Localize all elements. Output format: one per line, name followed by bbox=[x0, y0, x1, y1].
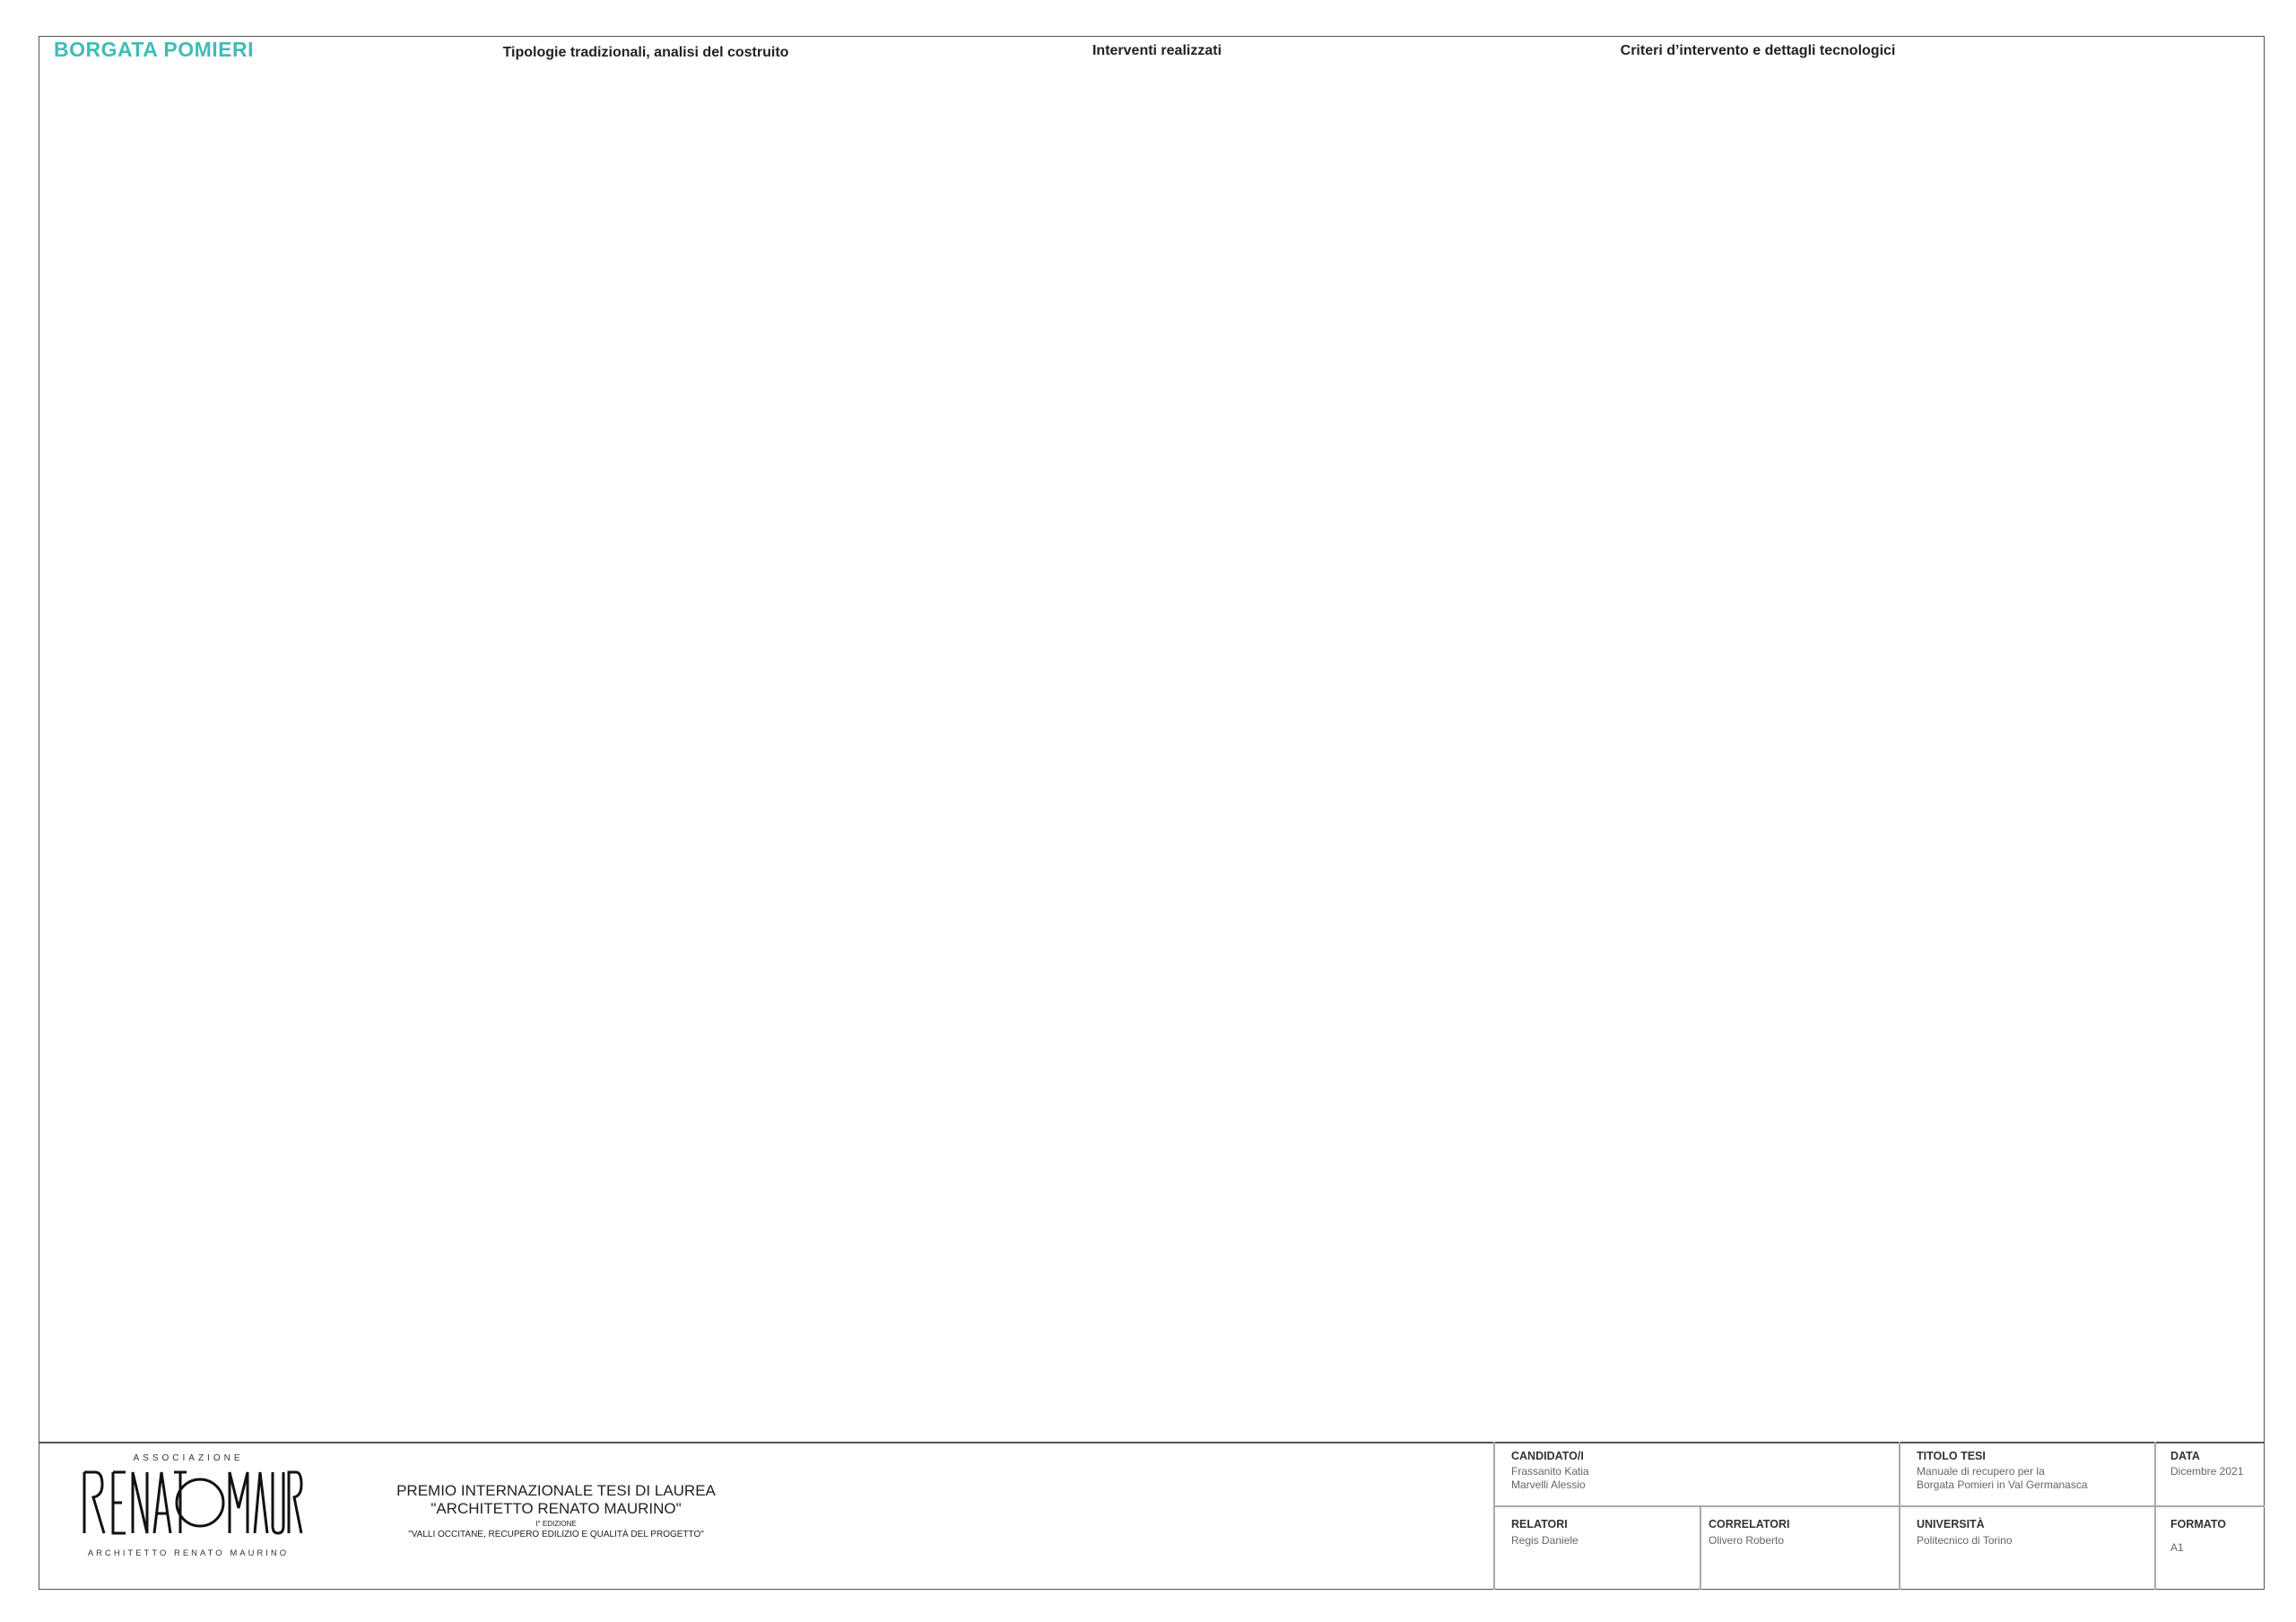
universita-label: UNIVERSITÀ bbox=[1917, 1518, 1985, 1530]
formato-value: A1 bbox=[2170, 1541, 2184, 1554]
prize-edition: I° EDIZIONE bbox=[535, 1520, 577, 1528]
data-label: DATA bbox=[2170, 1450, 2200, 1462]
candidato-1: Frassanito Katia bbox=[1511, 1465, 1589, 1478]
page-frame bbox=[39, 36, 2265, 1590]
candidato-2: Marvelli Alessio bbox=[1511, 1478, 1586, 1491]
titolo-line-1: Manuale di recupero per la bbox=[1917, 1465, 2045, 1478]
logo-subtitle: ARCHITETTO RENATO MAURINO bbox=[87, 1548, 290, 1558]
titolo-line-2: Borgata Pomieri in Val Germanasca bbox=[1917, 1478, 2088, 1491]
column-header-criteri: Criteri d’intervento e dettagli tecnologici bbox=[1620, 43, 1896, 58]
footer-divider bbox=[39, 1442, 2265, 1443]
column-header-tipologie: Tipologie tradizionali, analisi del costruito bbox=[502, 45, 789, 60]
page-title: BORGATA POMIERI bbox=[54, 38, 255, 61]
relatori-value: Regis Daniele bbox=[1511, 1534, 1578, 1547]
footer-vline bbox=[1700, 1505, 1701, 1590]
prize-block bbox=[341, 1482, 771, 1539]
titolo-label: TITOLO TESI bbox=[1917, 1450, 1986, 1462]
correlatori-label: CORRELATORI bbox=[1709, 1518, 1790, 1530]
prize-line-1: PREMIO INTERNAZIONALE TESI DI LAUREA bbox=[396, 1482, 716, 1499]
logo-mark bbox=[72, 1463, 305, 1548]
candidati-label: CANDIDATO/I bbox=[1511, 1450, 1584, 1462]
relatori-label: RELATORI bbox=[1511, 1518, 1568, 1530]
logo-assoc-label: ASSOCIAZIONE bbox=[133, 1453, 244, 1463]
footer-vline bbox=[2154, 1442, 2156, 1590]
formato-label: FORMATO bbox=[2170, 1518, 2227, 1530]
column-header-interventi: Interventi realizzati bbox=[1091, 43, 1222, 58]
data-value: Dicembre 2021 bbox=[2170, 1465, 2244, 1478]
universita-value: Politecnico di Torino bbox=[1917, 1534, 2013, 1547]
correlatori-value: Olivero Roberto bbox=[1709, 1534, 1785, 1547]
footer-vline bbox=[1899, 1442, 1900, 1590]
prize-line-2: "ARCHITETTO RENATO MAURINO" bbox=[430, 1500, 682, 1517]
prize-theme: "VALLI OCCITANE, RECUPERO EDILIZIO E QUALITÀ DEL PROGETTO" bbox=[408, 1530, 704, 1539]
footer-hline bbox=[1493, 1505, 2265, 1507]
footer-vline bbox=[1493, 1442, 1495, 1590]
association-logo bbox=[72, 1453, 305, 1570]
